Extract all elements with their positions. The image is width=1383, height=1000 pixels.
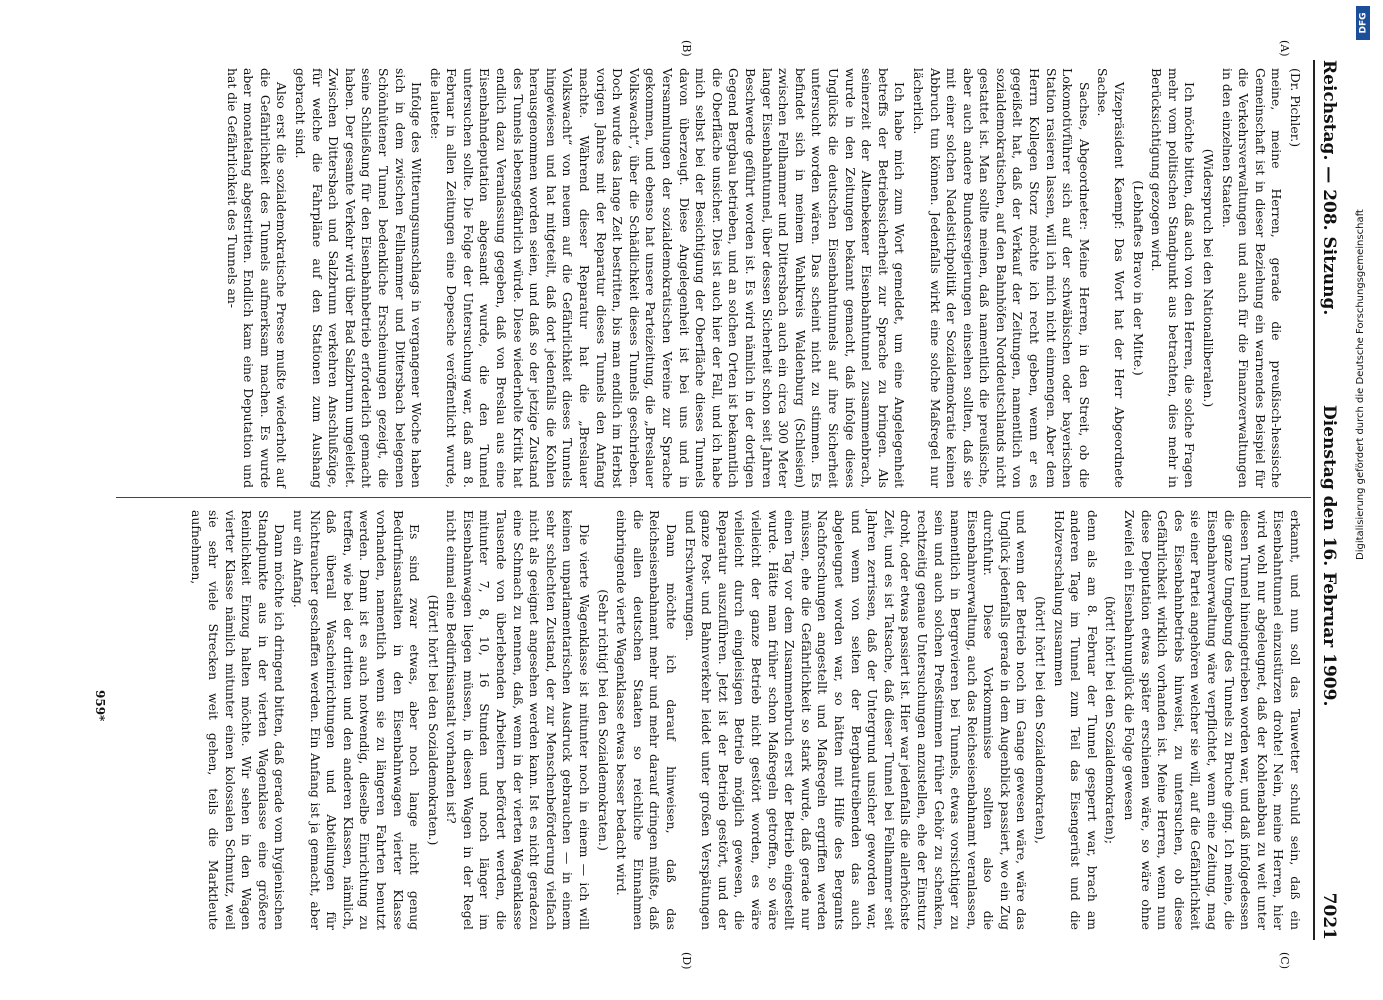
paragraph: Dann möchte ich dringend bitten, daß gerade vom hygienischen Standpunkte aus in der vierten Wagenklasse eine größere Reinlichkeit Einzug halten möchte. Wir sehen in den Wagen vierter Klasse nämlich mitunter einen kolossalen Schmutz, weil sie sehr viele Strecken weit gehen, teils die Marktleute aufnehmen, (189, 510, 288, 930)
interjection: (Sehr richtig! bei den Sozialdemokraten.) (595, 589, 611, 851)
interjection: (Hört! hört! bei den Sozialdemokraten.) (425, 594, 441, 846)
speaker-ref: (Dr. Pichler.) (1288, 68, 1303, 148)
dfg-credit: Digitalisierung gefördert durch die Deutsche Forschungsgemeinschaft (1355, 209, 1366, 560)
dfg-logo-text: DFG (1358, 12, 1369, 34)
column-divider (116, 497, 1311, 498)
paragraph: Ich habe mich zum Wort gemeldet, um eine Angelegenheit betreffs der Betriebssicherheit zur Sprache zu bringen. Als seinerzeit der Altenbekener Eisenbahntunnel zusammenbrach, wurde in den Zeitungen bekannt gemacht, daß infolge dieses Unglücks die deutschen Eisenbahntunnels auf ihre Sicherheit untersucht worden wären. Das scheint nicht zu stimmen. Es befindet sich in meinem Wahlkreis Waldenburg (Schlesien) zwischen Fellhammer und Dittersbach auch ein circa 300 Meter langer Eisenbahntunnel, über dessen Sicherheit schon seit Jahren Beschwerde geführt worden ist. Es wird nämlich in der dortigen Gegend Bergbau betrieben, und an solchen Orten ist bekanntlich die Oberfläche unsicher. Dies ist auch hier der Fall, und ich habe mich selbst bei der Besichtigung der Oberfläche dieses Tunnels davon überzeugt. Diese Angelegenheit ist bei uns und in Versammlungen der sozialdemokratischen Vereine zur Sprache gekommen, und ebenso hat unsere Parteizeitung, die „Breslauer Volkswacht“, über die Schädlichkeit dieses Tunnels geschrieben. Doch wurde das lange Zeit bestritten, bis man endlich im Herbst vorigen Jahres mit der Reparatur dieses Tunnels den Anfang machte. Während dieser Reparatur hat die „Breslauer Volkswacht“ von neuem auf die Gefährlichkeit dieses Tunnels hingewiesen und hat mitgeteilt, daß dort jedenfalls die Kohlen herausgenommen worden seien, und daß so der jetzige Zustand des Tunnels lebensgefährlich würde. Diese wiederholte Kritik hat endlich dazu Veranlassung gegeben, daß von Breslau aus eine Eisenbahndeputation abgesandt wurde, die den Tunnel untersuchen sollte. Die Folge der Untersuchung war, daß am 8. Februar in allen Zeitungen eine Depesche veröffentlicht wurde, die lautete: (427, 68, 908, 488)
margin-label-d: (D) (680, 952, 693, 970)
paragraph: Also erst die sozialdemokratische Presse mußte wiederholt auf die Gefährlichkeit des Tunnels aufmerksam machen. Es wurde aber monatelang abgestritten. Endlich kam eine Deputation und hat die Gefährlichkeit des Tunnels an- (224, 68, 290, 488)
paragraph: Die vierte Wagenklasse ist mitunter noch in einem — ich will keinen unparlamentarischen Ausdruck gebrauchen — in einem sehr schlechten Zustand, der zur Menschenbeförderung vielfach nicht als geeignet angesehen werden kann. Ist es nicht geradezu eine Schmach zu nennen, daß, wenn in der vierten Wagenklasse Tausende von überlebenden Arbeitern befördert werden, die mitunter 7, 8, 10, 16 Stunden und noch länger im Eisenbahnwagen liegen müssen, in diesen Wagen in der Regel nicht einmal eine Bedürfnisanstalt vorhanden ist? (444, 510, 593, 930)
interjection: (hört! hört! bei den Sozialdemokraten); (1103, 595, 1119, 845)
interjection: (Widerspruch bei den Nationalliberalen.) (1201, 148, 1217, 408)
paragraph: Ich möchte bitten, daß auch von den Herren, die solche Fragen mehr vom politischen Standpunkt aus betrachten, dies mehr in Berücksichtigung gezogen wird. (1149, 68, 1198, 488)
header-rule (1313, 60, 1315, 940)
right-column (186, 510, 1303, 930)
margin-label-a: (A) (1278, 40, 1291, 57)
page-signature: 959* (93, 690, 107, 722)
paragraph: denn als am 8. Februar der Tunnel gesperrt war, brach am anderen Tage im Tunnel zum Teil das Eisengerüst und die Holzverschalung zusammen (1051, 510, 1100, 930)
page-number: 7021 (1319, 892, 1339, 940)
paragraph: erkannt, und nun soll das Tauwetter schuld sein, daß ein Eisenbahntunnel einzustürzen drohte! Nein, meine Herren, hier wird wohl nur abgeleugnet, daß der Kohlenabbau zu weit unter diesen Tunnel hineingetrieben worden war, und daß infolgedessen die ganze Umgebung des Tunnels zu Bruche ging. Ich meine, die Eisenbahnverwaltung wäre verpflichtet, wenn eine Zeitung, mag sie einer Partei angehören welcher sie will, auf die Gefährlichkeit des Eisenbahnbetriebs hinweist, zu untersuchen, ob diese Gefährlichkeit wirklich vorhanden ist. Meine Herren, wenn nun diese Deputation etwas später erschienen wäre, so wäre ohne Zweifel ein Eisenbahnunglück die Folge gewesen (1122, 510, 1303, 930)
paragraph: Es sind zwar etwas, aber noch lange nicht genug Bedürfnisanstalten in den Eisenbahnwagen vierter Klasse vorhanden, namentlich wenn sie zu längeren Fahrten benutzt werden. Dann ist es auch notwendig, dieselbe Einrichtung zu treffen, wie bei der dritten und den anderen Klassen, nämlich, daß überall Wascheinrichtungen und Abteilungen für Nichtraucher geschaffen werden. Ein Anfang ist ja gemacht, aber nur ein Anfang. (290, 510, 423, 930)
dfg-side-strip (1353, 0, 1377, 1000)
paragraph: Sachse, Abgeordneter: Meine Herren, in den Streit, ob die Lokomotivführer sich auf der schwäbischen oder bayerischen Station rasieren lassen, will ich mich nicht einmengen. Aber dem Herrn Kollegen Storz möchte ich recht geben, wenn er es gegeißelt hat, daß der Verkauf der Zeitungen, namentlich von sozialdemokratischen, auf den Bahnhöfen Norddeutschlands nicht gestattet ist. Man sollte meinen, daß namentlich die preußische, aber auch andere Bundesregierungen einsehen sollten, daß sie mit einer solchen Nadelstichpolitik der Sozialdemokratie keinen Abbruch tun können. Jedenfalls wirkt eine solche Maßregel nur lächerlich. (910, 68, 1092, 488)
interjection: (Lebhaftes Bravo in der Mitte.) (1130, 180, 1146, 376)
paragraph: und wenn der Betrieb noch im Gange gewesen wäre, wäre das Unglück jedenfalls gerade in dem Augenblick passiert, wo ein Zug durchfuhr. Diese Vorkommnisse sollten also die Eisenbahnverwaltung, auch das Reichseisenbahnamt veranlassen, namentlich in Bergrevieren bei Tunnels, etwas vorsichtiger zu sein und auch solchen Preßstimmen früher Gehör zu schenken, rechtzeitig genaue Untersuchungen anzustellen, ehe der Einsturz droht, oder etwas passiert ist. Hier war jedenfalls die allerhöchste Zeit, und es ist Tatsache, daß dieser Tunnel bei Fellhammer seit Jahren zerrissen, daß der Untergrund unsicher geworden war, und wenn von seiten der Bergbautreibenden das auch abgeleugnet worden war, so hätten mit Hilfe des Bergamts Nachforschungen angestellt und Maßregeln ergriffen werden müssen, ehe die Gefährlichkeit so stark wurde, daß gerade nur einen Tag vor dem Zusammenbruch erst der Betrieb eingestellt wurde. Hätte man früher schon Maßregeln getroffen, so wäre vielleicht der ganze Betrieb nicht gestört worden, es wäre vielleicht durch eingleisigen Betrieb möglich gewesen, die Reparatur auszuführen. Jetzt ist der Betrieb gestört, und der ganze Post- und Bahnverkehr leidet unter großen Verspätungen und Erschwerungen. (682, 510, 1030, 930)
header-left: Reichstag. — 208. Sitzung. (1319, 60, 1339, 316)
margin-label-b: (B) (680, 40, 693, 57)
paragraph: Vizepräsident Kaempf: Das Wort hat der Herr Abgeordnete Sachse. (1095, 68, 1128, 488)
paragraph: Dann möchte ich darauf hinweisen, daß das Reichseisenbahnamt mehr und mehr darauf dringen müßte, daß die allen deutschen Staaten so reichliche Einnahmen einbringende vierte Wagenklasse etwas besser bedacht wird. (614, 510, 680, 930)
page-header (1311, 60, 1343, 940)
header-center: Dienstag den 16. Februar 1909. (1319, 405, 1339, 707)
paragraph: meine, meine Herren, gerade die preußisch-hessische Gemeinschaft ist in dieser Beziehung ein warnendes Beispiel für die Verkehrsverwaltungen und auch für die Finanzverwaltungen in den einzelnen Staaten. (1219, 68, 1285, 488)
quoted-dispatch: Infolge des Witterungsumschlags in vergangener Woche haben sich in dem zwischen Fellhammer und Dittersbach belegenen Schönhütener Tunnel bedenkliche Erscheinungen gezeigt, die seine Schließung für den Eisenbahnbetrieb erforderlich gemacht haben. Der gesamte Verkehr wird über Bad Salzbrunn umgeleitet. Zwischen Dittersbach und Salzbrunn verkehren Anschlußzüge, für welche die Fahrpläne auf den Stationen zum Aushang gebracht sind. (292, 68, 425, 488)
left-column (221, 68, 1303, 488)
margin-label-c: (C) (1278, 952, 1291, 969)
interjection: (hört! hört! bei den Sozialdemokraten), (1033, 596, 1049, 844)
